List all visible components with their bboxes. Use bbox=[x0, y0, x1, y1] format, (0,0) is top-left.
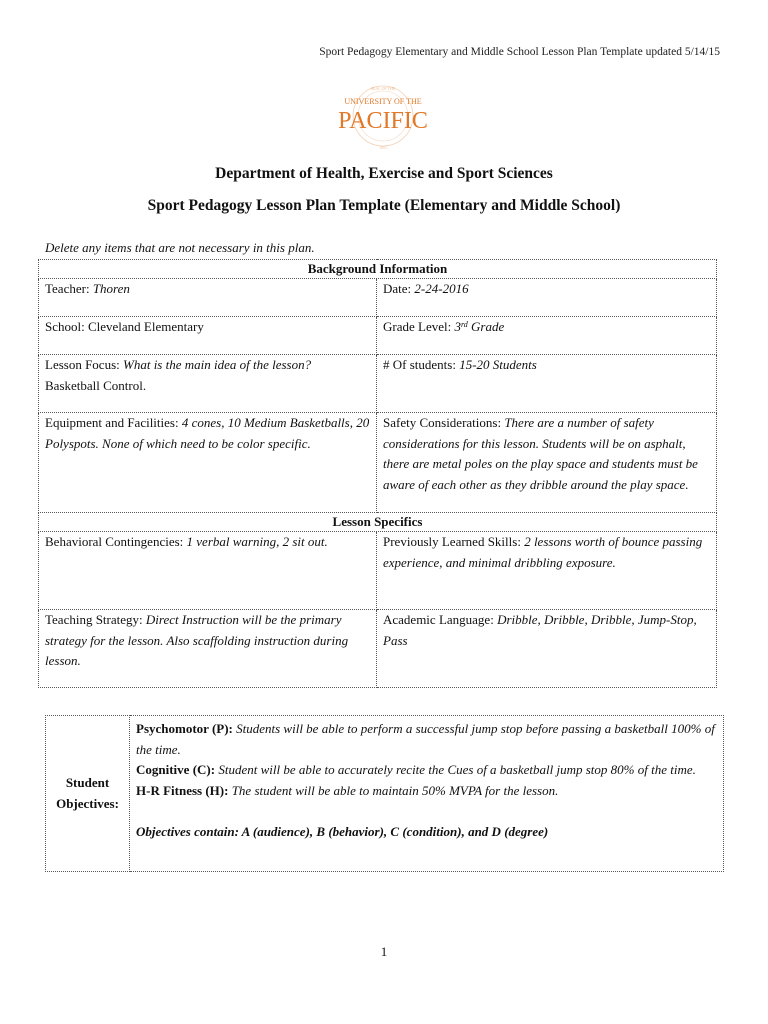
behavior-value: 1 verbal warning, 2 sit out. bbox=[186, 534, 328, 549]
cognitive-value: Student will be able to accurately recite the Cues of a basketball jump stop 80% of the time. bbox=[218, 762, 696, 777]
logo-ring-bottom: 1851 bbox=[379, 145, 387, 150]
focus-prompt: What is the main idea of the lesson? bbox=[123, 357, 312, 372]
skills-cell bbox=[377, 532, 717, 610]
objectives-note: Objectives contain: A (audience), B (behavior), C (condition), and D (degree) bbox=[136, 824, 549, 839]
strategy-value: Direct Instruction will be the primary strategy for the lesson. Also scaffolding instruction during lesson. bbox=[45, 612, 349, 668]
grade-cell bbox=[377, 317, 717, 355]
language-cell bbox=[377, 610, 717, 688]
safety-label: Safety Considerations: bbox=[383, 415, 505, 430]
objectives-table bbox=[45, 715, 724, 872]
cognitive-objective bbox=[136, 760, 717, 781]
date-cell bbox=[377, 279, 717, 317]
grade-label: Grade Level: bbox=[383, 319, 455, 334]
university-logo bbox=[331, 82, 435, 152]
header-note: Sport Pedagogy Elementary and Middle School Lesson Plan Template updated 5/14/15 bbox=[319, 46, 720, 58]
equipment-value: 4 cones, 10 Medium Basketballs, 20 Polyspots. None of which need to be color specific. bbox=[45, 415, 370, 451]
grade-num: 3 bbox=[454, 319, 461, 334]
strategy-cell bbox=[39, 610, 377, 688]
focus-label: Lesson Focus: bbox=[45, 357, 123, 372]
psychomotor-objective bbox=[136, 719, 717, 760]
logo-line2: PACIFIC bbox=[338, 108, 428, 134]
grade-rest: Grade bbox=[467, 319, 505, 334]
strategy-label: Teaching Strategy: bbox=[45, 612, 146, 627]
students-value: 15-20 Students bbox=[459, 357, 537, 372]
objectives-label bbox=[46, 716, 130, 872]
students-cell bbox=[377, 355, 717, 413]
school-cell: School: Cleveland Elementary bbox=[39, 317, 377, 355]
background-table bbox=[38, 259, 717, 688]
equipment-cell bbox=[39, 413, 377, 513]
psychomotor-label: Psychomotor (P): bbox=[136, 721, 237, 736]
teacher-value: Thoren bbox=[92, 281, 130, 296]
focus-value: Basketball Control. bbox=[45, 377, 147, 393]
teacher-cell bbox=[39, 279, 377, 317]
safety-cell bbox=[377, 413, 717, 513]
skills-value: 2 lessons worth of bounce passing experience, and minimal dribbling exposure. bbox=[383, 534, 703, 570]
lesson-heading: Lesson Specifics bbox=[39, 513, 717, 532]
teacher-label: Teacher: bbox=[45, 281, 93, 296]
equipment-label: Equipment and Facilities: bbox=[45, 415, 182, 430]
students-label: # Of students: bbox=[383, 357, 460, 372]
fitness-value: The student will be able to maintain 50% MVPA for the lesson. bbox=[231, 782, 559, 798]
focus-cell bbox=[39, 355, 377, 413]
behavior-label: Behavioral Contingencies: bbox=[45, 534, 187, 549]
background-heading: Background Information bbox=[39, 260, 717, 279]
department-title: Department of Health, Exercise and Sport Sciences bbox=[215, 165, 553, 182]
page-number: 1 bbox=[380, 944, 388, 959]
date-value: 2-24-2016 bbox=[414, 281, 469, 296]
instruction-text: Delete any items that are not necessary in this plan. bbox=[45, 240, 315, 255]
grade-sup: rd bbox=[460, 320, 468, 329]
fitness-objective bbox=[136, 781, 717, 802]
fitness-label: H-R Fitness (H): bbox=[136, 782, 232, 798]
psychomotor-value: Students will be able to perform a successful jump stop before passing a basketball 100% of the time. bbox=[136, 721, 715, 757]
language-value: Dribble, Dribble, Dribble, Jump-Stop, Pass bbox=[383, 612, 697, 648]
objectives-label-line1: Student bbox=[65, 775, 110, 790]
behavior-cell bbox=[39, 532, 377, 610]
date-label: Date: bbox=[383, 281, 415, 296]
language-label: Academic Language: bbox=[383, 612, 498, 627]
logo-ring-top: SEAL OF THE bbox=[370, 86, 396, 91]
safety-value: There are a number of safety considerations for this lesson. Students will be on asphalt, there are metal poles on the play space and students must be aware of each other as they dribble around the play space. bbox=[383, 415, 698, 492]
template-title: Sport Pedagogy Lesson Plan Template (Elementary and Middle School) bbox=[147, 197, 621, 214]
cognitive-label: Cognitive (C): bbox=[136, 762, 219, 777]
objectives-label-line2: Objectives: bbox=[56, 795, 119, 811]
skills-label: Previously Learned Skills: bbox=[383, 534, 525, 549]
logo-line1: UNIVERSITY OF THE bbox=[344, 97, 422, 106]
objectives-content bbox=[130, 716, 724, 872]
